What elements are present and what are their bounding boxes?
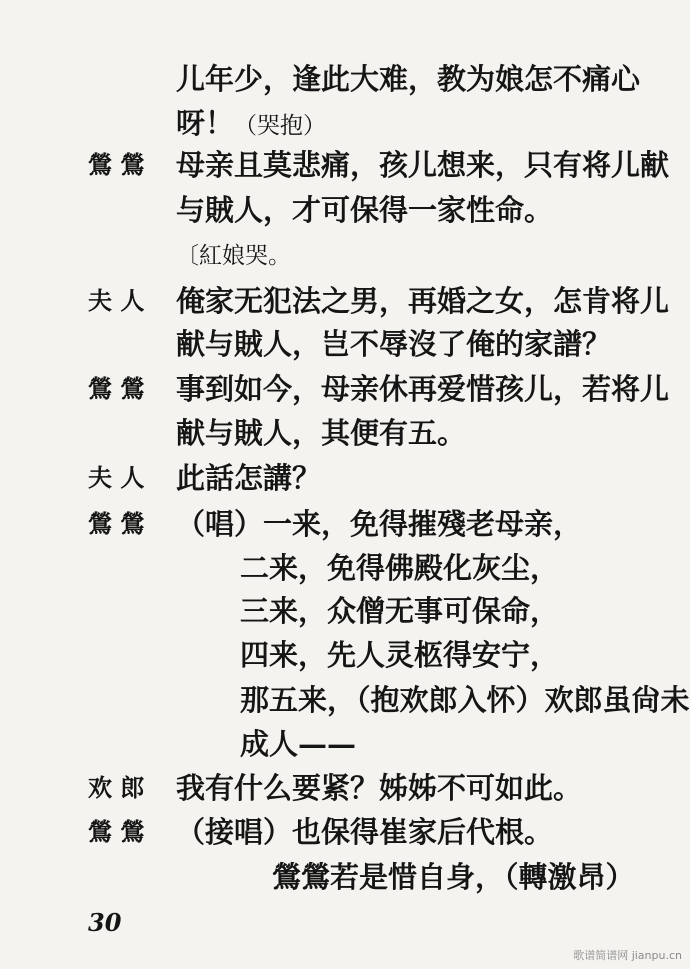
dialogue-text: 呀！ xyxy=(176,106,235,140)
speaker-label: 夫 人 xyxy=(88,463,145,492)
speaker-label: 鶯 鶯 xyxy=(88,509,145,538)
dialogue-line: 此話怎講？ xyxy=(176,461,322,495)
dialogue-line: 四来，先人灵柩得安宁， xyxy=(240,638,560,672)
dialogue-line: 儿年少，逢此大难，教为娘怎不痛心 xyxy=(176,62,641,96)
dialogue-line: 我有什么要紧？姊姊不可如此。 xyxy=(176,771,583,805)
dialogue-line: 那五来，（抱欢郎入怀）欢郎虽尙未 xyxy=(240,683,690,717)
dialogue-line: 献与賊人，其便有五。 xyxy=(176,416,467,450)
speaker-label: 鶯 鶯 xyxy=(88,374,145,403)
stage-direction: 〔紅娘哭。 xyxy=(176,243,291,269)
speaker-label: 欢 郎 xyxy=(88,773,145,802)
speaker-label: 鶯 鶯 xyxy=(88,150,145,179)
dialogue-line: 与賊人，才可保得一家性命。 xyxy=(176,193,554,227)
stage-direction: （哭抱） xyxy=(234,113,327,139)
dialogue-line: 俺家无犯法之男，再婚之女，怎肯将儿 xyxy=(176,284,670,318)
dialogue-line: 成人—— xyxy=(240,727,357,761)
dialogue-line: （接唱）也保得崔家后代根。 xyxy=(176,815,554,849)
dialogue-line: （唱）一来，免得摧殘老母亲， xyxy=(176,507,583,541)
dialogue-line: 母亲且莫悲痛，孩儿想来，只有将儿献 xyxy=(176,148,670,182)
speaker-label: 夫 人 xyxy=(88,286,145,315)
dialogue-line: 三来，众僧无事可保命， xyxy=(240,594,560,628)
dialogue-line: 献与賊人，岂不辱沒了俺的家譜？ xyxy=(176,327,612,361)
watermark: 歌谱简谱网 jianpu.cn xyxy=(573,949,682,962)
dialogue-line: 事到如今，母亲休再爱惜孩儿，若将儿 xyxy=(176,372,670,406)
dialogue-line: 鶯鶯若是惜自身，（轉激昂） xyxy=(272,860,635,894)
speaker-label: 鶯 鶯 xyxy=(88,817,145,846)
page-number: 30 xyxy=(88,908,122,937)
dialogue-line xyxy=(176,106,326,143)
dialogue-line: 二来，免得佛殿化灰尘， xyxy=(240,551,560,585)
